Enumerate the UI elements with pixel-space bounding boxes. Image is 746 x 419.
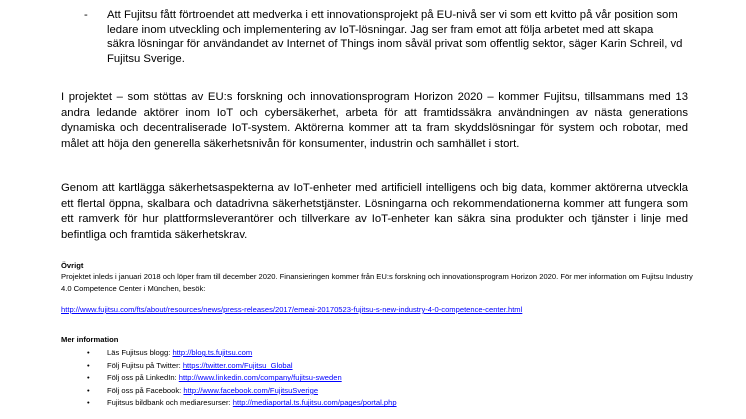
mediaportal-link[interactable]: http://mediaportal.ts.fujitsu.com/pages/portal.php <box>232 398 397 408</box>
bullet-icon: • <box>87 360 90 370</box>
list-item-label: Följ oss på Facebook: <box>107 385 184 395</box>
list-item-label: Läs Fujitsus blogg: <box>107 348 173 357</box>
list-item <box>87 385 397 398</box>
linkedin-link[interactable]: http://www.linkedin.com/company/fujitsu-sweden <box>178 373 342 383</box>
twitter-link[interactable]: https://twitter.com/Fujitsu_Global <box>182 360 293 370</box>
ovrigt-link-line <box>61 305 522 314</box>
bullet-icon: • <box>87 385 90 395</box>
competence-center-link[interactable]: http://www.fujitsu.com/fts/about/resources/news/press-releases/2017/emeai-20170523-fujitsu-s-new-industry-4-0-competence-center.html <box>61 305 523 314</box>
list-item-label: Följ oss på LinkedIn: <box>107 373 179 383</box>
blog-link[interactable]: http://blog.ts.fujitsu.com <box>172 348 253 357</box>
ovrigt-text: Projektet inleds i januari 2018 och löper fram till december 2020. Finansieringen kommer från EU:s forskning och innovationsprogram Horizon 2020. För mer information om Fujitsu Industry 4.0 Competence Center i München, besök: <box>61 272 693 293</box>
ovrigt-heading: Övrigt <box>61 261 84 270</box>
list-item <box>87 360 397 373</box>
quote-text: Att Fujitsu fått förtroendet att medverka i ett innovationsprojekt på EU-nivå ser vi som ett kvitto på vår position som ledare inom utveckling och implementering av IoT-lösningar. Jag ser fram emot att följa arbetet med att skapa säkra lösningar för användandet av Internet of Things inom såväl privat som offentlig sektor, säger Karin Schreil, vd Fujitsu Sverige. <box>107 9 683 66</box>
bullet-icon: • <box>87 348 90 357</box>
quote-block <box>84 8 684 67</box>
body-paragraph-2: Genom att kartlägga säkerhetsaspekterna av IoT-enheter med artificiell intelligens och big data, kommer aktörerna utveckla ett flertal öppna, skalbara och datadrivna säkerhetstjänster. Lösningarna och rekommendationerna kommer att fungera som ett ramverk för hur plattformsleverantörer och tillverkare av IoT-enheter kan säkra sina produkter och tjänster i linje med befintliga och framtida säkerhetskrav. <box>61 182 688 241</box>
mer-information-list <box>87 347 397 410</box>
list-item <box>87 347 397 360</box>
mer-information-heading: Mer information <box>61 335 119 344</box>
bullet-icon: • <box>87 373 90 383</box>
bullet-icon: • <box>87 398 90 408</box>
facebook-link[interactable]: http://www.facebook.com/FujitsuSverige <box>183 385 319 395</box>
quote-dash: - <box>84 9 88 21</box>
list-item-label: Följ Fujitsu på Twitter: <box>107 360 183 370</box>
list-item-label: Fujitsus bildbank och mediaresurser: <box>107 398 233 408</box>
body-paragraph-1: I projektet – som stöttas av EU:s forskning och innovationsprogram Horizon 2020 – kommer Fujitsu, tillsammans med 13 andra ledande aktörer inom IoT och cybersäkerhet, arbeta för att framtidssäkra användningen av nästa generations dynamiska och decentraliserade IoT-system. Aktörerna kommer att ta fram skyddslösningar för system och robotar, med målet att höja den generella säkerhetsnivån för konsumenter, industrin och samhället i stort. <box>61 91 688 150</box>
list-item <box>87 372 397 385</box>
list-item <box>87 397 397 410</box>
